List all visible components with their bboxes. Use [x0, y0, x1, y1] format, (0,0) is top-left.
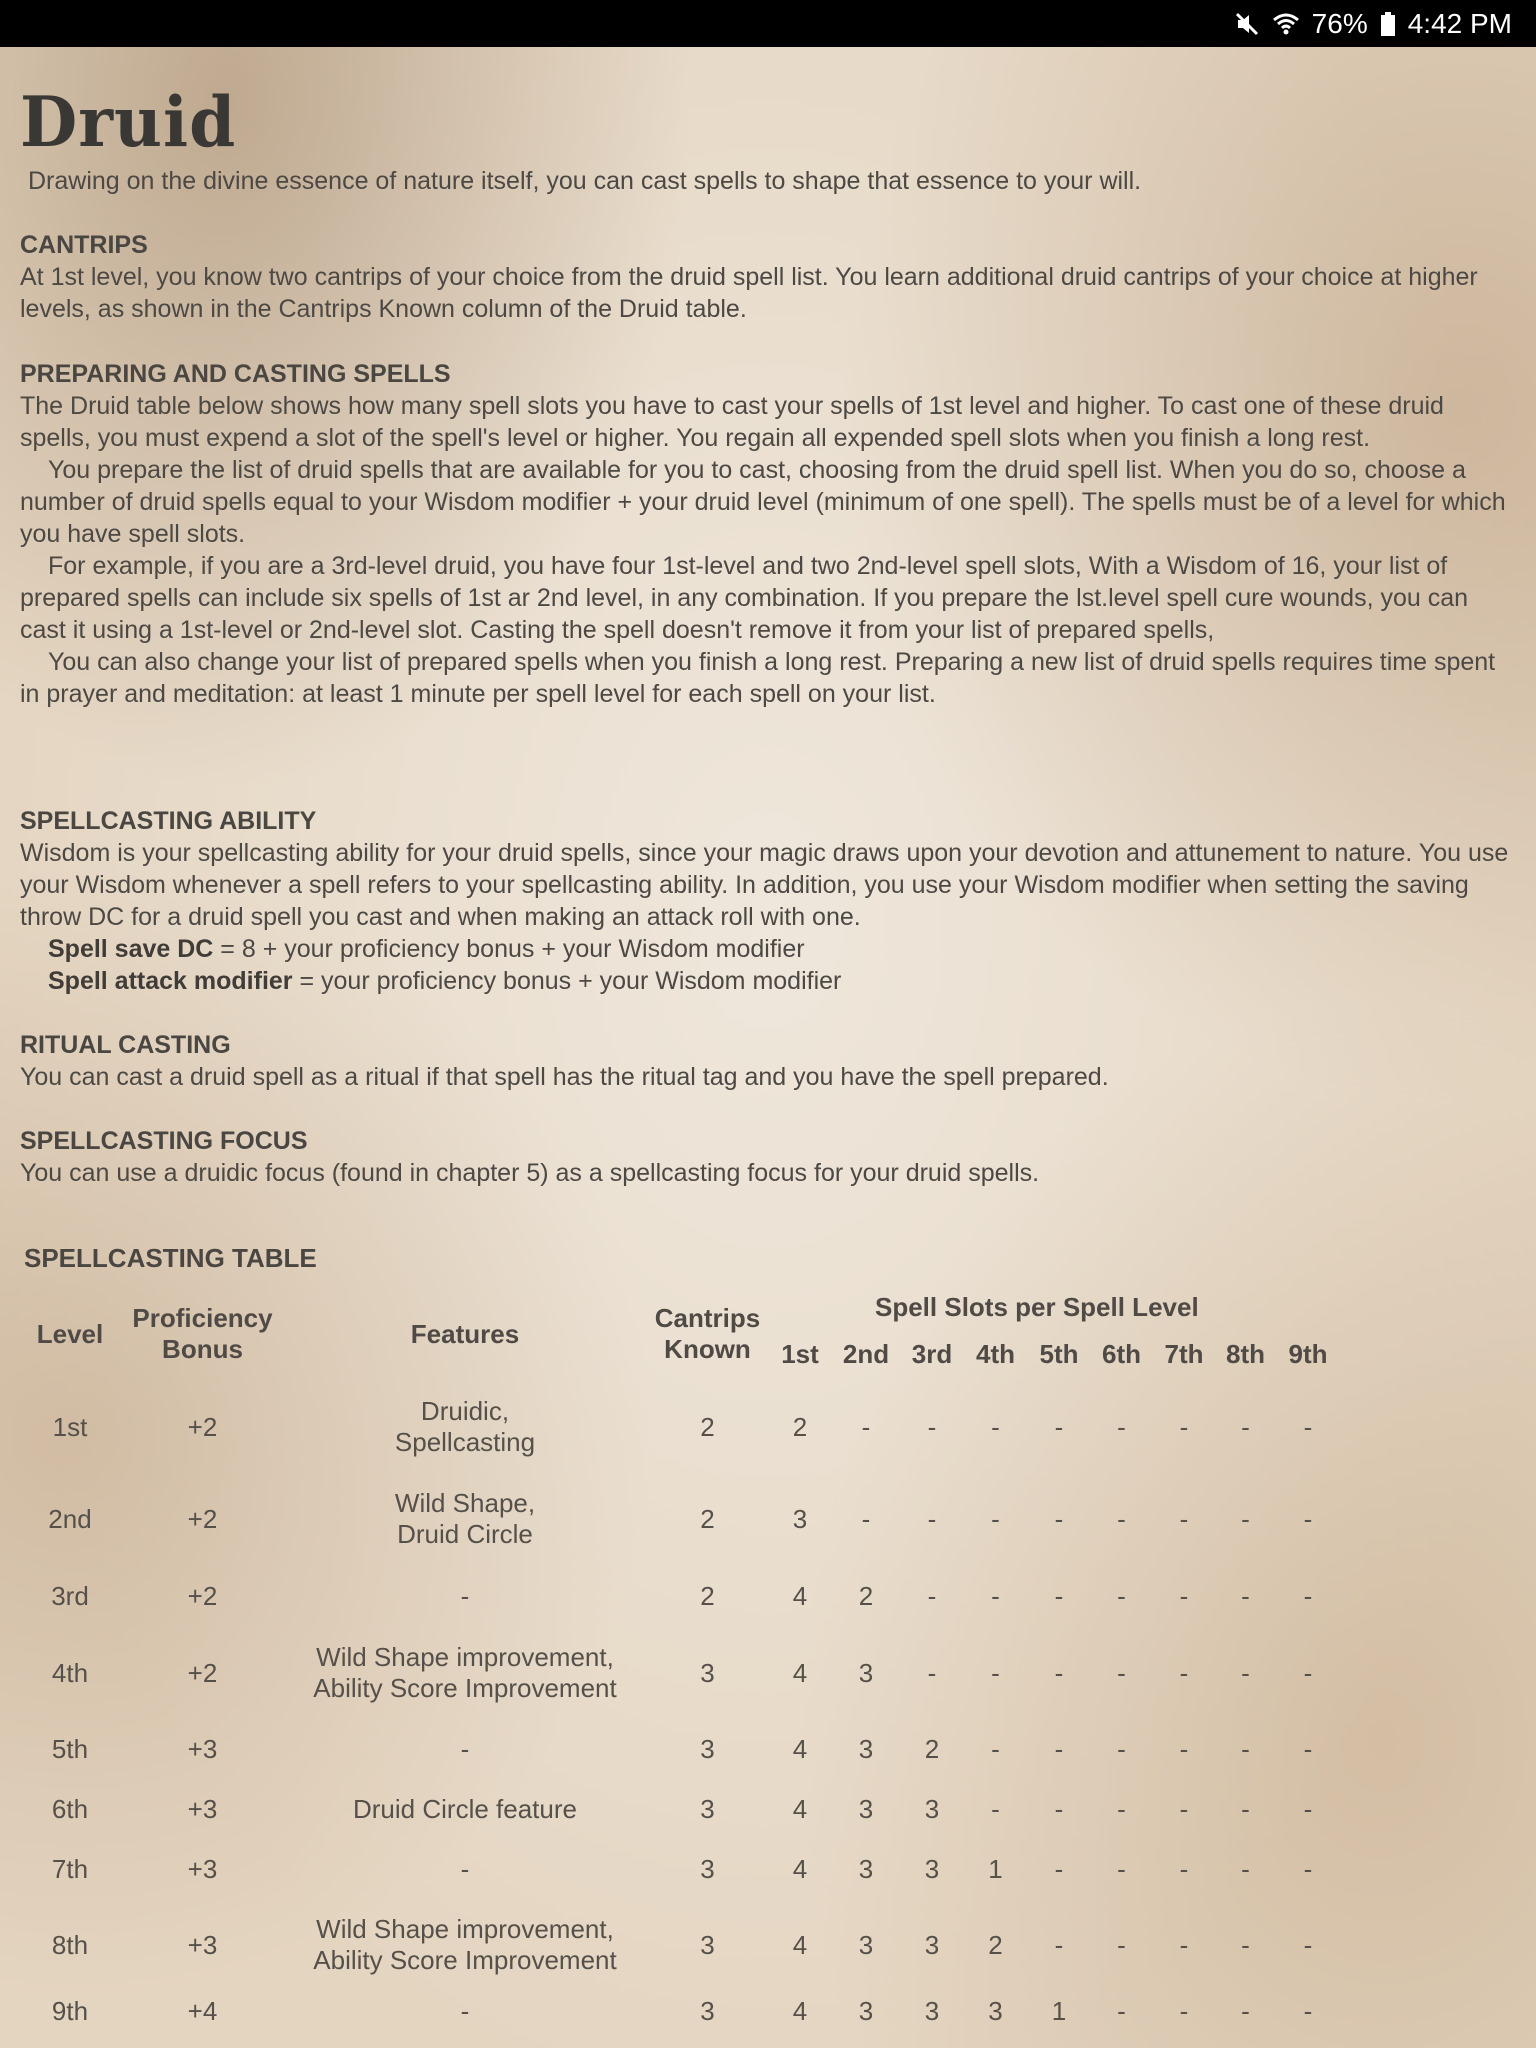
save-dc-text: = 8 + your proficiency bonus + your Wisdom modifier [213, 935, 805, 963]
table-row [20, 1839, 1339, 1899]
col-slot-3rd: 3rd [911, 1338, 953, 1369]
col-features: Features [410, 1318, 520, 1349]
cell-proficiency: +3 [187, 1793, 218, 1824]
cell-slot-1st: 3 [792, 1503, 808, 1534]
mute-icon [1234, 11, 1260, 37]
table-row [20, 1565, 1339, 1627]
col-proficiency: Proficiency Bonus [132, 1303, 273, 1364]
cell-proficiency: +2 [187, 1503, 218, 1534]
cell-slot-7th: - [1179, 1657, 1189, 1688]
cell-slot-3rd: 2 [924, 1733, 940, 1764]
preparing-p3: For example, if you are a 3rd-level druid, you have four 1st-level and two 2nd-level spell slots, With a Wisdom of 16, your list of prepared spells can include six spells of 1st ar 2nd level, in any combination. If you prepare the lst.level spell cure wounds, you can cast it using a 1st-level or 2nd-level slot. Casting the spell doesn't remove it from your list of prepared spells, [20, 552, 1469, 644]
cell-slot-1st: 4 [792, 1853, 808, 1884]
cell-slot-7th: - [1179, 1503, 1189, 1534]
focus-heading: SPELLCASTING FOCUS [20, 1127, 308, 1155]
cell-features: Wild Shape improvement, Ability Score Improvement [313, 1914, 617, 1975]
focus-text: You can use a druidic focus (found in chapter 5) as a spellcasting focus for your druid spells. [20, 1159, 1040, 1187]
cell-features: - [460, 1853, 470, 1884]
cell-slot-6th: - [1117, 1995, 1126, 2026]
cell-slot-4th: - [991, 1580, 1000, 1611]
cell-slot-9th: - [1303, 1995, 1313, 2026]
cell-slot-9th: - [1303, 1733, 1313, 1764]
status-icons [1234, 8, 1512, 40]
preparing-p2: You prepare the list of druid spells that are available for you to cast, choosing from the druid spell list. When you do so, choose a number of druid spells equal to your Wisdom modifier + your druid level (minimum of one spell). The spells must be of a level for which you have spell slots. [20, 456, 1506, 548]
cell-slot-8th: - [1241, 1580, 1250, 1611]
intro-text: Drawing on the divine essence of nature itself, you can cast spells to shape that essence to your will. [28, 167, 1142, 195]
table-row [20, 1473, 1339, 1565]
save-dc-label: Spell save DC [48, 935, 214, 963]
cell-slot-7th: - [1179, 1580, 1189, 1611]
cell-proficiency: +2 [187, 1411, 218, 1442]
ability-heading: SPELLCASTING ABILITY [20, 807, 317, 835]
cell-slot-8th: - [1241, 1411, 1250, 1442]
cell-proficiency: +2 [187, 1657, 218, 1688]
cell-slot-2nd: 3 [858, 1657, 874, 1688]
attack-mod-text: = your proficiency bonus + your Wisdom modifier [292, 967, 842, 995]
cell-cantrips: 3 [700, 1657, 715, 1688]
cell-slot-2nd: 2 [858, 1580, 874, 1611]
cell-slot-5th: - [1054, 1580, 1064, 1611]
cell-slot-7th: - [1179, 1929, 1189, 1960]
status-bar [0, 0, 1536, 47]
clock: 4:42 PM [1407, 8, 1512, 39]
cell-slot-2nd: 3 [858, 1733, 874, 1764]
cell-features: - [460, 1733, 470, 1764]
cell-slot-3rd: 3 [924, 1853, 940, 1884]
cell-slot-1st: 4 [792, 1657, 808, 1688]
cell-level: 5th [51, 1733, 89, 1764]
cell-cantrips: 3 [700, 1995, 715, 2026]
cell-cantrips: 2 [700, 1580, 715, 1611]
ritual-heading: RITUAL CASTING [20, 1031, 231, 1059]
cell-slot-5th: 1 [1051, 1995, 1067, 2026]
col-level: Level [36, 1318, 104, 1349]
preparing-section [20, 358, 1520, 710]
cell-slot-7th: - [1179, 1733, 1189, 1764]
cell-slot-7th: - [1179, 1411, 1189, 1442]
cell-cantrips: 3 [700, 1853, 715, 1884]
cell-slot-4th: - [991, 1793, 1000, 1824]
cell-features: Wild Shape, Druid Circle [394, 1488, 536, 1549]
cell-slot-3rd: 3 [924, 1995, 940, 2026]
battery-icon [1380, 11, 1396, 37]
cell-slot-5th: - [1054, 1411, 1064, 1442]
cell-features: - [460, 1995, 470, 2026]
cell-slot-9th: - [1303, 1580, 1313, 1611]
cell-slot-5th: - [1054, 1853, 1064, 1884]
cantrips-heading: CANTRIPS [20, 231, 148, 259]
ritual-section [20, 1029, 1520, 1093]
cell-slot-2nd: - [861, 1503, 871, 1534]
ability-text: Wisdom is your spellcasting ability for your druid spells, since your magic draws upon your devotion and attunement to nature. You use your Wisdom whenever a spell refers to your spellcasting ability. In addition, you use your Wisdom modifier when setting the saving throw DC for a druid spell you cast and when making an attack roll with one. [20, 839, 1509, 931]
cell-level: 2nd [48, 1503, 92, 1534]
cell-slot-9th: - [1303, 1853, 1313, 1884]
cell-slot-9th: - [1303, 1657, 1313, 1688]
cell-slot-3rd: - [927, 1503, 937, 1534]
cell-cantrips: 3 [700, 1793, 715, 1824]
cell-slot-9th: - [1303, 1411, 1313, 1442]
cell-slot-5th: - [1054, 1793, 1064, 1824]
table-title: SPELLCASTING TABLE [24, 1243, 317, 1273]
save-dc-line [20, 933, 1520, 965]
cell-slot-5th: - [1054, 1733, 1064, 1764]
cell-slot-6th: - [1117, 1657, 1126, 1688]
col-slot-2nd: 2nd [842, 1338, 890, 1369]
cell-slot-2nd: - [861, 1411, 871, 1442]
cell-proficiency: +4 [187, 1995, 218, 2026]
cell-slot-4th: - [991, 1503, 1000, 1534]
col-slot-8th: 8th [1226, 1338, 1265, 1369]
col-slot-6th: 6th [1102, 1338, 1141, 1369]
col-slot-4th: 4th [976, 1338, 1015, 1369]
cell-level: 3rd [51, 1580, 89, 1611]
cell-slot-1st: 4 [792, 1929, 808, 1960]
col-slot-7th: 7th [1164, 1338, 1204, 1369]
preparing-p1: The Druid table below shows how many spell slots you have to cast your spells of 1st level and higher. To cast one of these druid spells, you must expend a slot of the spell's level or higher. You regain all expended spell slots when you finish a long rest. [20, 392, 1444, 452]
cell-proficiency: +2 [187, 1580, 218, 1611]
col-spell-slots: Spell Slots per Spell Level [875, 1291, 1199, 1322]
cell-slot-4th: - [991, 1657, 1000, 1688]
cell-slot-8th: - [1241, 1733, 1250, 1764]
cell-slot-1st: 4 [792, 1995, 808, 2026]
cell-slot-6th: - [1117, 1503, 1126, 1534]
ability-section [20, 805, 1520, 997]
cell-slot-1st: 4 [792, 1793, 808, 1824]
cell-features: - [460, 1580, 470, 1611]
cell-slot-6th: - [1117, 1793, 1126, 1824]
cell-slot-6th: - [1117, 1733, 1126, 1764]
cell-features: Druid Circle feature [353, 1793, 577, 1824]
page-title: Druid [20, 81, 237, 163]
cell-slot-8th: - [1241, 1503, 1250, 1534]
cell-slot-9th: - [1303, 1929, 1313, 1960]
table-row [20, 1899, 1339, 1991]
cell-slot-8th: - [1241, 1929, 1250, 1960]
cell-cantrips: 3 [700, 1733, 715, 1764]
cantrips-section [20, 229, 1520, 325]
cell-slot-2nd: 3 [858, 1995, 874, 2026]
cell-slot-4th: 1 [988, 1853, 1003, 1884]
cell-features: Druidic, Spellcasting [394, 1396, 536, 1457]
cell-slot-1st: 4 [792, 1580, 808, 1611]
table-body [20, 1381, 1339, 2031]
cell-slot-2nd: 3 [858, 1929, 874, 1960]
cell-slot-8th: - [1241, 1853, 1250, 1884]
cell-slot-1st: 2 [792, 1411, 808, 1442]
table-row [20, 1381, 1339, 1473]
col-slot-9th: 9th [1288, 1338, 1328, 1369]
cell-slot-7th: - [1179, 1995, 1189, 2026]
attack-mod-label: Spell attack modifier [48, 967, 293, 995]
wifi-icon [1272, 11, 1300, 37]
cell-slot-6th: - [1117, 1580, 1126, 1611]
cell-level: 9th [51, 1995, 89, 2026]
cell-slot-4th: - [991, 1411, 1000, 1442]
cell-slot-5th: - [1054, 1503, 1064, 1534]
cell-slot-3rd: - [927, 1411, 937, 1442]
cell-slot-5th: - [1054, 1929, 1064, 1960]
cantrips-text: At 1st level, you know two cantrips of your choice from the druid spell list. You learn additional druid cantrips of your choice at higher levels, as shown in the Cantrips Known column of the Druid table. [20, 263, 1478, 323]
cell-level: 6th [51, 1793, 89, 1824]
col-cantrips: Cantrips Known [654, 1303, 761, 1364]
intro-paragraph [20, 165, 1520, 197]
cell-slot-2nd: 3 [858, 1793, 874, 1824]
cell-slot-8th: - [1241, 1995, 1250, 2026]
cell-slot-3rd: 3 [924, 1793, 940, 1824]
cell-slot-8th: - [1241, 1793, 1250, 1824]
cell-proficiency: +3 [187, 1853, 218, 1884]
cell-slot-4th: 3 [988, 1995, 1003, 2026]
cell-level: 7th [51, 1853, 89, 1884]
cell-slot-3rd: 3 [924, 1929, 940, 1960]
cell-level: 4th [51, 1657, 89, 1688]
ritual-text: You can cast a druid spell as a ritual if that spell has the ritual tag and you have the spell prepared. [20, 1063, 1109, 1091]
cell-slot-9th: - [1303, 1503, 1313, 1534]
cell-proficiency: +3 [187, 1733, 218, 1764]
cell-cantrips: 3 [700, 1929, 715, 1960]
col-slot-5th: 5th [1039, 1338, 1079, 1369]
cell-level: 8th [51, 1929, 89, 1960]
attack-mod-line [20, 965, 1520, 997]
cell-slot-7th: - [1179, 1793, 1189, 1824]
document-page [0, 47, 1536, 2048]
cell-slot-1st: 4 [792, 1733, 808, 1764]
table-row [20, 1779, 1339, 1839]
cell-level: 1st [52, 1411, 88, 1442]
cell-slot-4th: - [991, 1733, 1000, 1764]
cell-cantrips: 2 [700, 1503, 715, 1534]
cell-slot-4th: 2 [988, 1929, 1003, 1960]
table-row [20, 1627, 1339, 1719]
cell-proficiency: +3 [187, 1929, 218, 1960]
cell-slot-6th: - [1117, 1929, 1126, 1960]
cell-slot-6th: - [1117, 1853, 1126, 1884]
preparing-p4: You can also change your list of prepared spells when you finish a long rest. Preparing a new list of druid spells requires time spent in prayer and meditation: at least 1 minute per spell level for each spell on your list. [20, 648, 1496, 708]
cell-slot-3rd: - [927, 1580, 937, 1611]
battery-percent: 76% [1311, 8, 1368, 39]
cell-cantrips: 2 [700, 1411, 715, 1442]
cell-slot-9th: - [1303, 1793, 1313, 1824]
table-header-row-1 [20, 1287, 1339, 1327]
cell-slot-3rd: - [927, 1657, 937, 1688]
focus-section [20, 1125, 1520, 1189]
table-row [20, 1991, 1339, 2031]
cell-slot-2nd: 3 [858, 1853, 874, 1884]
cell-slot-8th: - [1241, 1657, 1250, 1688]
cell-features: Wild Shape improvement, Ability Score Improvement [313, 1642, 617, 1703]
spellcasting-table [20, 1287, 1339, 2031]
cell-slot-6th: - [1117, 1411, 1126, 1442]
cell-slot-7th: - [1179, 1853, 1189, 1884]
col-slot-1st: 1st [781, 1338, 819, 1369]
cell-slot-5th: - [1054, 1657, 1064, 1688]
preparing-heading: PREPARING AND CASTING SPELLS [20, 360, 451, 388]
table-row [20, 1719, 1339, 1779]
